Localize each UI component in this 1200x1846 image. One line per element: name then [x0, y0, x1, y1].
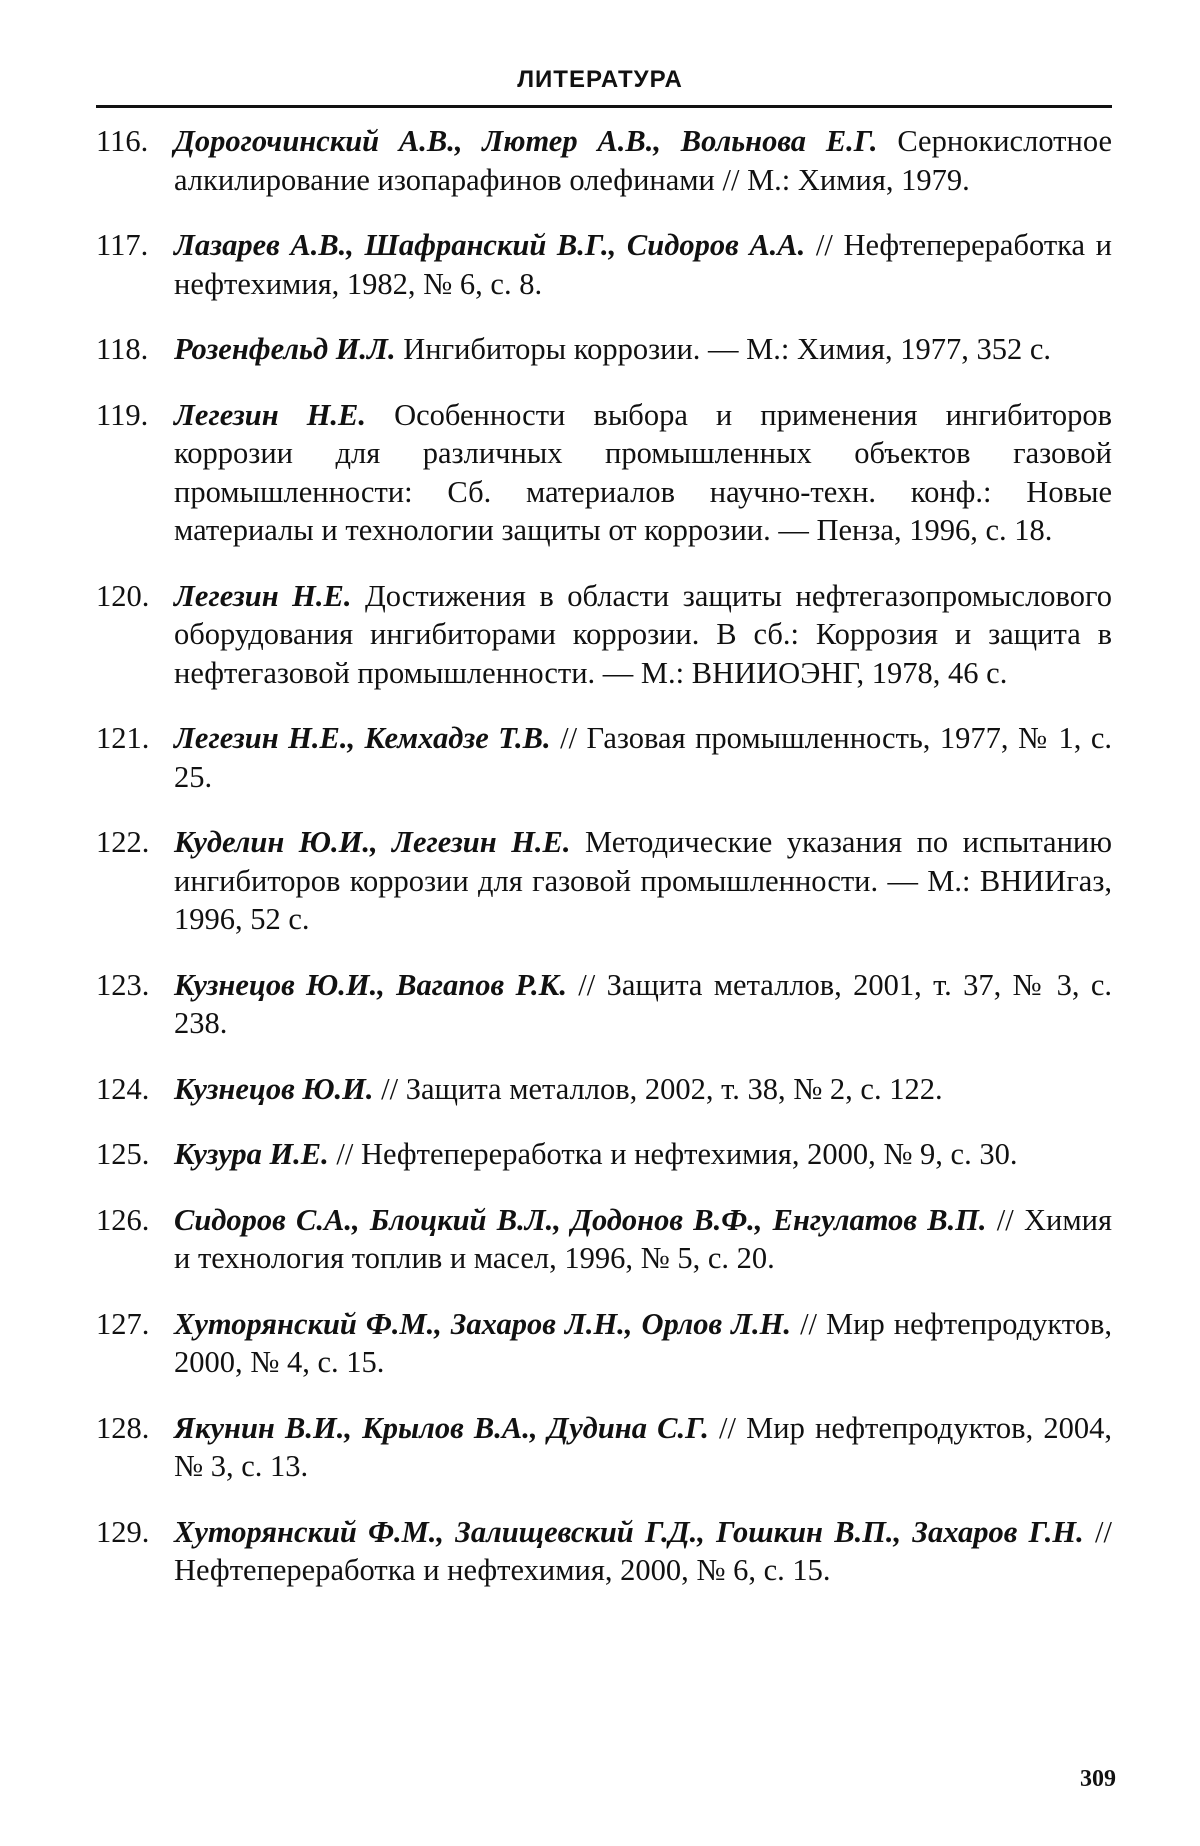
reference-authors: Легезин Н.Е. [174, 397, 367, 432]
reference-text: Особенности выбора и применения ингибиторов коррозии для различных промышленных объектов газовой промышленности: Сб. материалов научно-техн. конф.: Новые материалы и технологии защиты от коррозии. — Пенза, 1996, с. 18. [174, 397, 1112, 547]
reference-number: 119. [96, 397, 149, 432]
reference-text: Методические указания по испытанию ингибиторов коррозии для газовой промышленности. — М.: ВНИИгаз, 1996, 52 с. [174, 825, 1113, 936]
reference-text: // Газовая промышленность, 1977, № 1, с. 25. [174, 721, 1112, 794]
reference-number: 120. [96, 578, 150, 613]
reference-item [96, 396, 1112, 550]
reference-number: 123. [96, 967, 150, 1002]
reference-number: 124. [96, 1071, 150, 1106]
reference-item [96, 577, 1112, 693]
reference-number: 121. [96, 721, 150, 755]
reference-number: 122. [96, 825, 150, 859]
reference-authors: Дорогочинский А.В., Лютер А.В., Вольнова Е.Г. [174, 124, 878, 158]
reference-text: // Защита металлов, 2001, т. 37, № 3, с. 238. [174, 967, 1112, 1040]
reference-authors: Кузнецов Ю.И., Вагапов Р.К. [174, 967, 567, 1002]
reference-item [96, 330, 1112, 369]
reference-item [96, 1409, 1112, 1486]
reference-item [96, 1305, 1112, 1382]
reference-authors: Якунин В.И., Крылов В.А., Дудина С.Г. [174, 1410, 709, 1445]
reference-list [96, 122, 1112, 1617]
reference-authors: Сидоров С.А., Блоцкий В.Л., Додонов В.Ф., Енгулатов В.П. [174, 1202, 987, 1237]
reference-text: // Мир нефтепродуктов, 2000, № 4, с. 15. [174, 1306, 1112, 1379]
reference-text: // Защита металлов, 2002, т. 38, № 2, с. 122. [373, 1071, 943, 1106]
reference-text: Достижения в области защиты нефтегазопромыслового оборудования ингибиторами коррозии. В сб.: Коррозия и защита в нефтегазовой промышленности. — М.: ВНИИОЭНГ, 1978, 46 с. [174, 578, 1113, 690]
reference-text: // Химия и технология топлив и масел, 1996, № 5, с. 20. [174, 1202, 1112, 1275]
reference-number: 128. [96, 1410, 150, 1445]
reference-text: Сернокислотное алкилирование изопарафинов олефинами // М.: Химия, 1979. [174, 124, 1112, 197]
reference-text: // Нефтепереработка и нефтехимия, 1982, № 6, с. 8. [174, 228, 1112, 301]
reference-authors: Кузнецов Ю.И. [174, 1071, 374, 1106]
reference-number: 129. [96, 1514, 150, 1549]
reference-number: 127. [96, 1306, 150, 1341]
reference-item [96, 966, 1112, 1043]
reference-item [96, 1135, 1112, 1174]
reference-number: 126. [96, 1202, 150, 1237]
reference-authors: Кузура И.Е. [174, 1137, 329, 1171]
reference-authors: Легезин Н.Е., Кемхадзе Т.В. [174, 721, 551, 755]
reference-authors: Легезин Н.Е. [174, 578, 352, 613]
reference-text: // Нефтепереработка и нефтехимия, 2000, № 9, с. 30. [328, 1137, 1018, 1171]
reference-item [96, 226, 1112, 303]
reference-number: 116. [96, 124, 149, 158]
reference-item [96, 719, 1112, 796]
reference-text: // Нефтепереработка и нефтехимия, 2000, № 6, с. 15. [174, 1514, 1113, 1587]
reference-authors: Лазарев А.В., Шафранский В.Г., Сидоров А.А. [174, 228, 806, 262]
reference-item [96, 1201, 1112, 1278]
reference-text: Ингибиторы коррозии. — М.: Химия, 1977, 352 с. [395, 332, 1052, 366]
reference-item [96, 122, 1112, 199]
reference-number: 117. [96, 228, 149, 262]
reference-number: 118. [96, 332, 149, 366]
page-number: 309 [1080, 1766, 1116, 1792]
reference-authors: Хуторянский Ф.М., Залищевский Г.Д., Гошкин В.П., Захаров Г.Н. [174, 1514, 1084, 1549]
reference-number: 125. [96, 1137, 150, 1171]
reference-authors: Куделин Ю.И., Легезин Н.Е. [174, 825, 571, 859]
reference-text: // Мир нефтепродуктов, 2004, № 3, с. 13. [174, 1410, 1112, 1483]
reference-item [96, 1513, 1112, 1590]
header-rule [96, 105, 1112, 108]
reference-item [96, 1070, 1112, 1109]
reference-item [96, 823, 1112, 939]
running-head: ЛИТЕРАТУРА [517, 66, 683, 93]
reference-authors: Розенфельд И.Л. [174, 332, 396, 366]
reference-authors: Хуторянский Ф.М., Захаров Л.Н., Орлов Л.Н. [174, 1306, 792, 1341]
